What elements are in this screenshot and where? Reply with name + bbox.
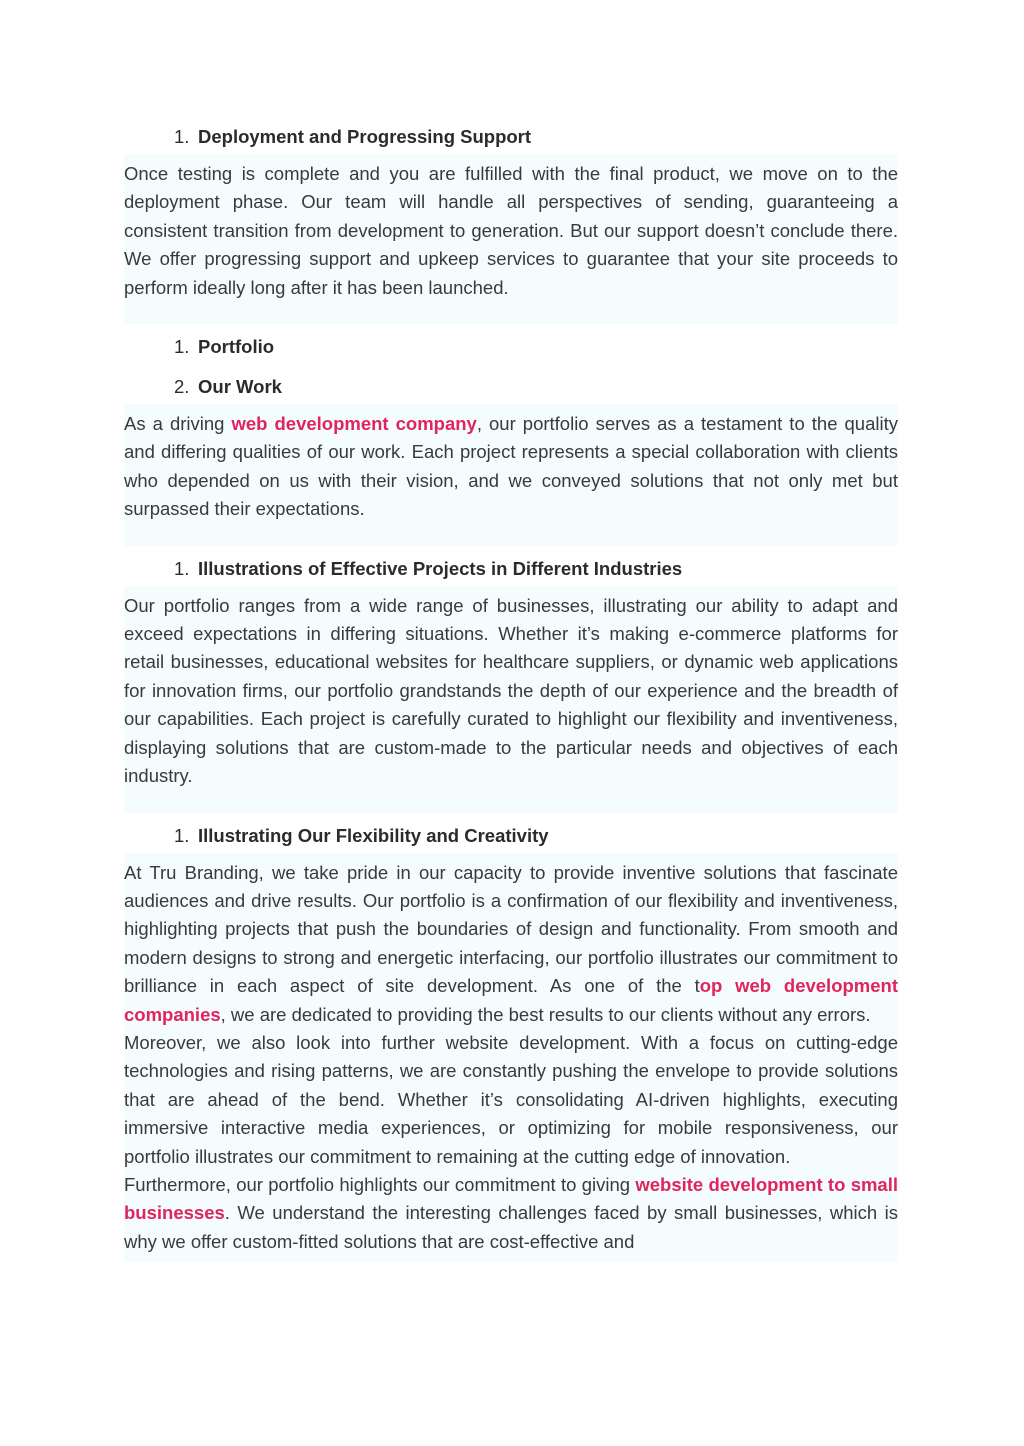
heading-text: Our Work <box>198 376 282 398</box>
web-development-company-link[interactable]: web development company <box>231 413 477 435</box>
paragraph-illustrations <box>124 586 898 813</box>
text-run: Furthermore, our portfolio highlights our commitment to giving <box>124 1173 636 1195</box>
text-run: At Tru Branding, we take pride in our capacity to provide inventive solutions that fascinate audiences and drive results. Our portfolio is a confirmation of our flexibility and inventiveness, highlighting projects that push the boundaries of design and functionality. From smooth and modern designs to strong and energetic interfacing, our portfolio illustrates our commitment to brilliance in each aspect of site development. As one of the t <box>124 861 898 997</box>
paragraph-text: Once testing is complete and you are fulfilled with the final product, we move on to the deployment phase. Our team will handle all perspectives of sending, guaranteeing a consistent transition from development to generation. But our support doesn’t conclude there. We offer progressing support and upkeep services to guarantee that your site proceeds to perform ideally long after it has been launched. <box>124 163 898 298</box>
text-run: , our portfolio serves as a testament to the quality and differing qualities of our work. Each project represents a special collaboration with clients who depended on us with their vision, and we conveyed solutions that not only met but surpassed their expectations. <box>124 413 898 520</box>
heading-text: Portfolio <box>198 336 275 358</box>
text-run: As a driving <box>124 413 232 435</box>
paragraph-text: Our portfolio ranges from a wide range of businesses, illustrating our ability to adapt and exceed expectations in differing situations. Whether it’s making e-commerce platforms for retail businesses, educational websites for healthcare suppliers, or dynamic web applications for innovation firms, our portfolio grandstands the depth of our experience and the breadth of our capabilities. Each project is carefully curated to highlight our flexibility and inventiveness, displaying solutions that are custom-made to the particular needs and objectives of each industry. <box>124 594 898 787</box>
heading-number: 1. <box>174 126 190 147</box>
text-run: . We understand the interesting challenges faced by small businesses, which is why we offer custom-fitted solutions that are cost-effective and <box>124 1202 898 1252</box>
heading-text: Deployment and Progressing Support <box>198 126 532 147</box>
heading-flexibility <box>124 819 898 853</box>
paragraph-text <box>124 1171 898 1256</box>
heading-number: 1. <box>174 824 190 846</box>
document-content <box>124 120 898 1262</box>
heading-text: Illustrating Our Flexibility and Creativity <box>198 824 549 846</box>
heading-text: Illustrations of Effective Projects in Different Industries <box>198 557 683 579</box>
text-run: , we are dedicated to providing the best results to our clients without any errors. <box>220 1003 871 1025</box>
heading-our-work <box>124 370 898 404</box>
paragraph-text: Moreover, we also look into further website development. With a focus on cutting-edge technologies and rising patterns, we are constantly pushing the envelope to provide solutions that are ahead of the bend. Whether it’s consolidating AI-driven highlights, executing immersive interactive media experiences, or optimizing for mobile responsiveness, our portfolio illustrates our commitment to remaining at the cutting edge of innovation. <box>124 1031 898 1167</box>
paragraph-deployment <box>124 154 898 324</box>
paragraph-flexibility <box>124 853 898 1263</box>
paragraph-text <box>124 859 898 1029</box>
heading-illustrations <box>124 552 898 586</box>
paragraph-text <box>124 410 898 524</box>
website-development-small-businesses-link[interactable]: website development to small businesses <box>124 1173 898 1224</box>
heading-number: 2. <box>174 376 190 398</box>
heading-number: 1. <box>174 336 190 358</box>
top-web-development-companies-link[interactable]: op web development companies <box>124 975 899 1025</box>
heading-number: 1. <box>174 557 190 579</box>
heading-portfolio <box>124 330 898 364</box>
paragraph-our-work <box>124 404 898 546</box>
heading-deployment <box>124 120 898 154</box>
